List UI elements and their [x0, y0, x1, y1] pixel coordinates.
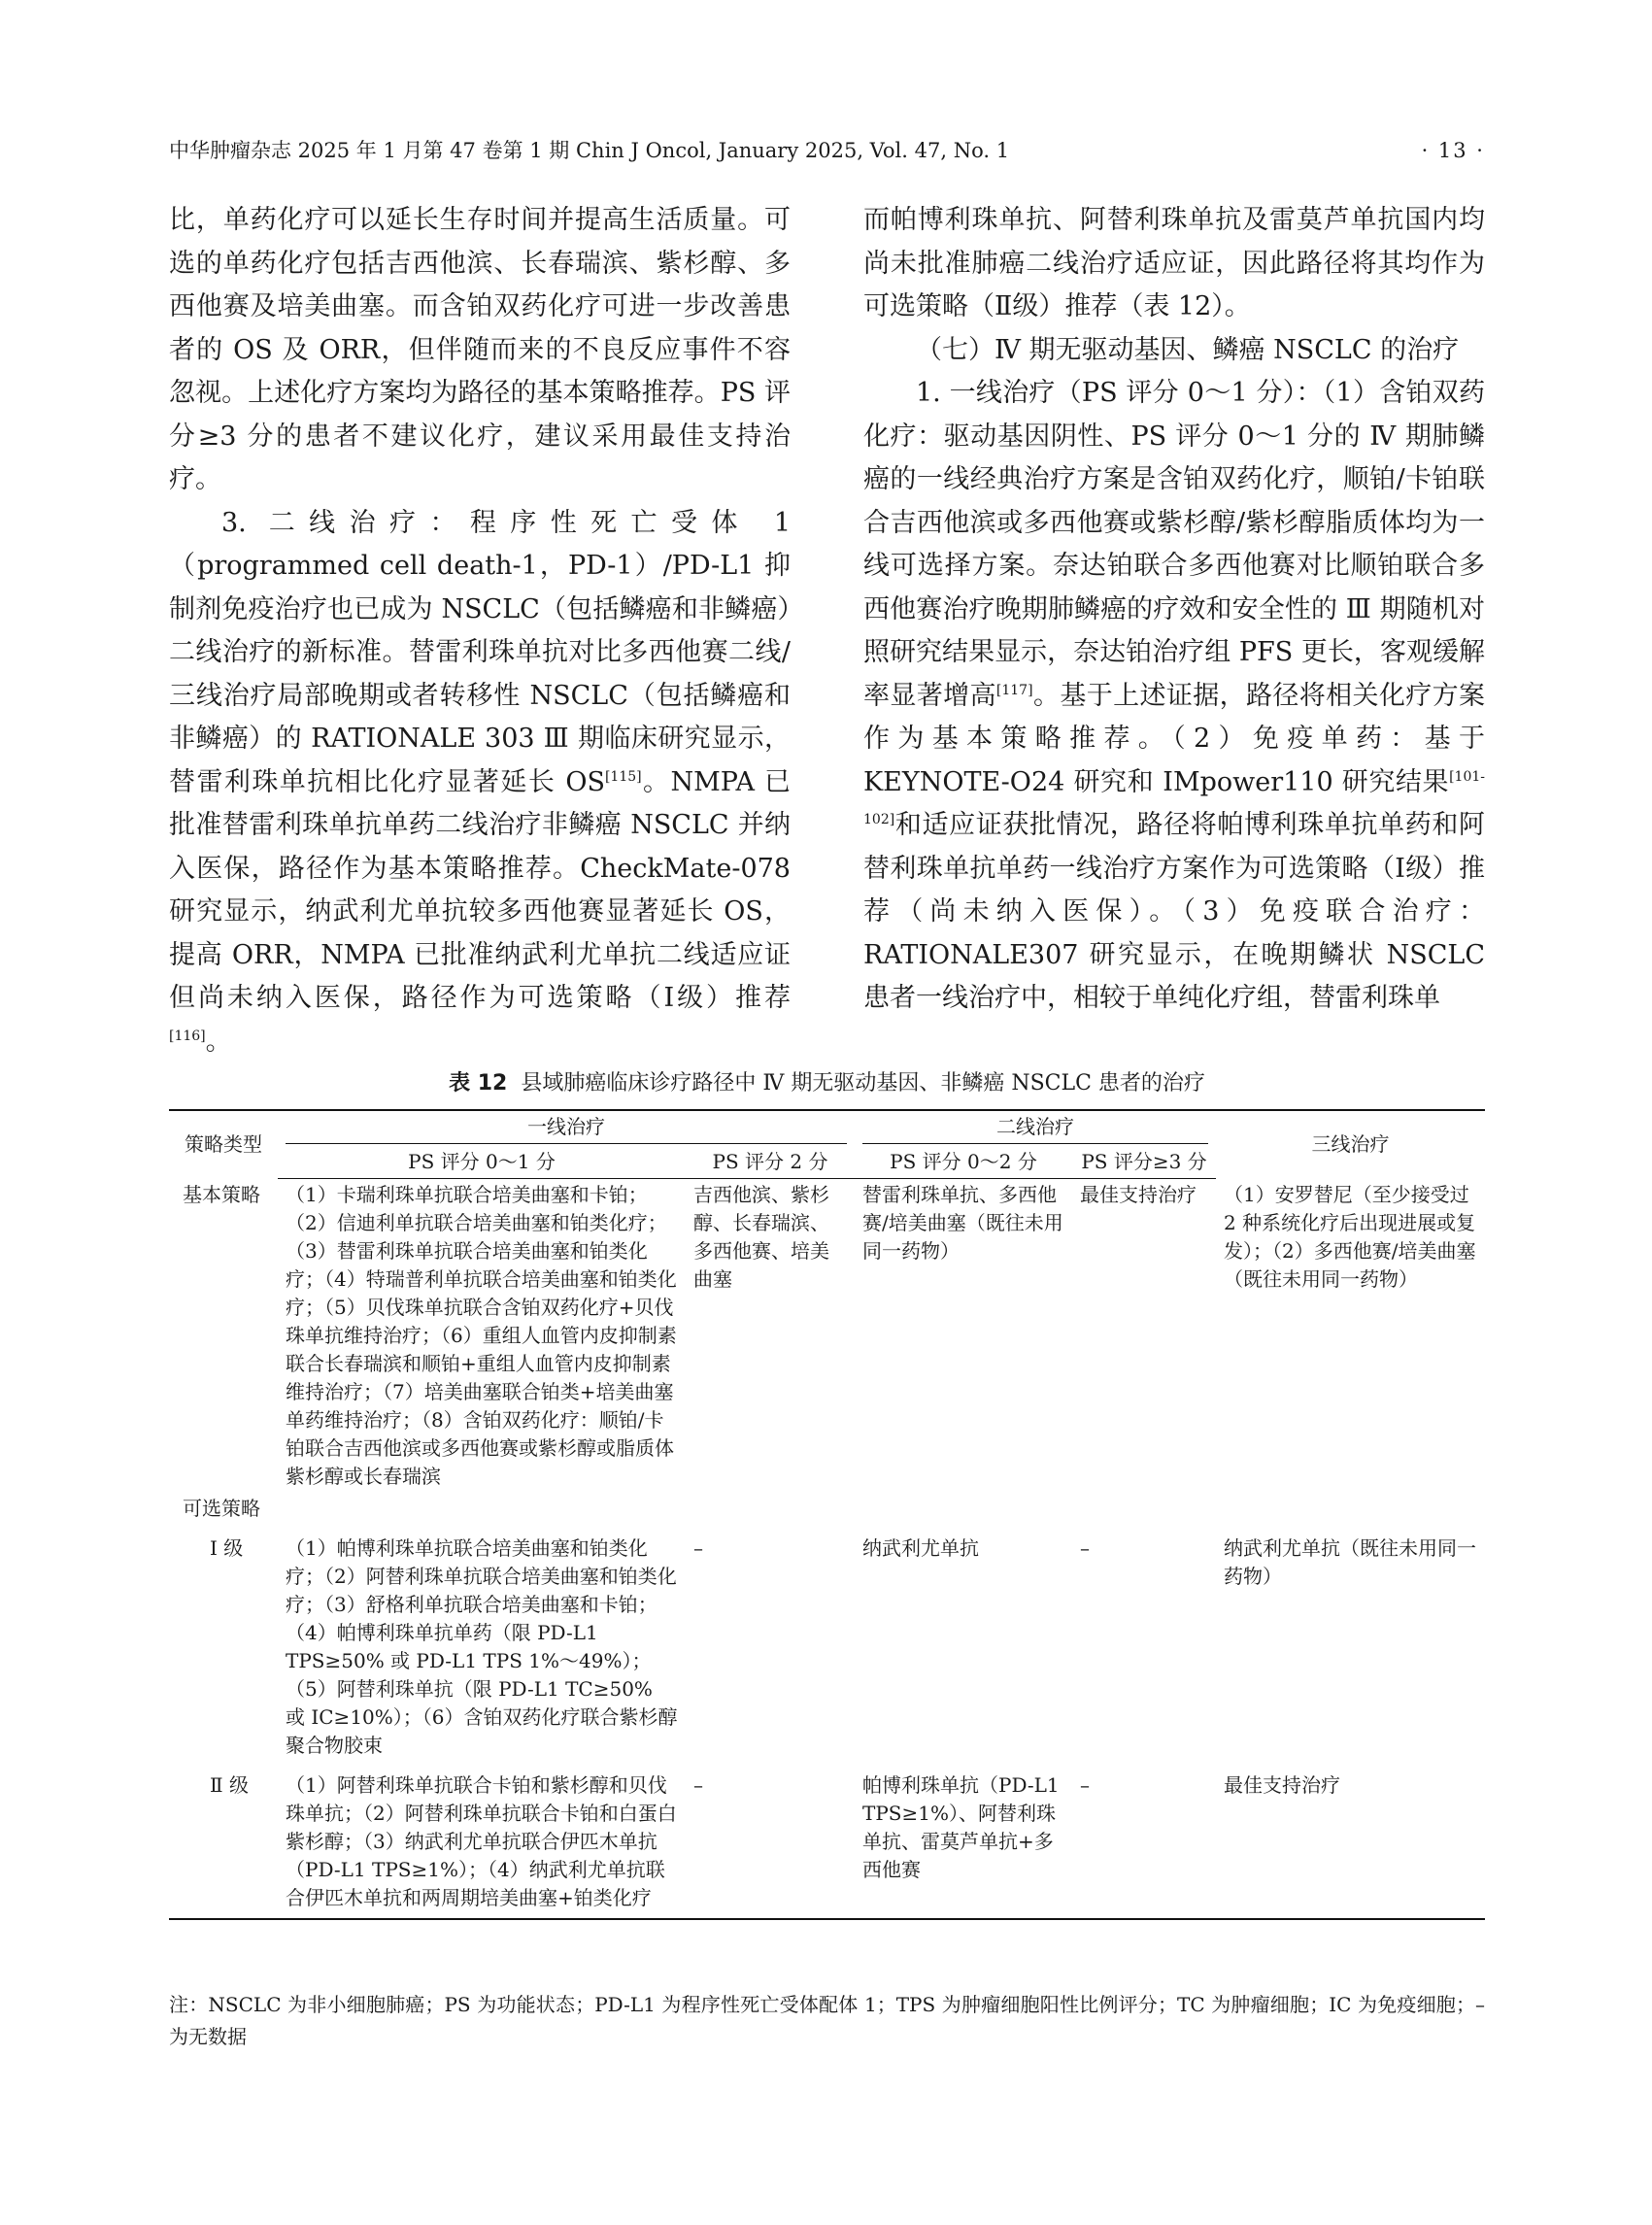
table-row-optional-label — [169, 1493, 1485, 1525]
citation-ref: [117] — [995, 682, 1033, 698]
table-row — [169, 1762, 1485, 1919]
header-second-line — [855, 1110, 1216, 1146]
header-ps-0-2: PS 评分 0～2 分 — [855, 1146, 1072, 1179]
header-strategy: 策略类型 — [169, 1110, 278, 1179]
table-title: 县域肺癌临床诊疗路径中 Ⅳ 期无驱动基因、非鳞癌 NSCLC 患者的治疗 — [521, 1071, 1205, 1096]
cell: 替雷利珠单抗、多西他赛/培美曲塞（既往未用同一药物） — [862, 1183, 1063, 1263]
paragraph-second-line-therapy — [169, 502, 791, 1064]
journal-citation — [169, 131, 1009, 170]
table-footnote: 注：NSCLC 为非小细胞肺癌；PS 为功能状态；PD-L1 为程序性死亡受体配体 1；TPS 为肿瘤细胞阳性比例评分；TC 为肿瘤细胞；IC 为免疫细胞；–为无数据 — [169, 1993, 1485, 2048]
text-run: 。 — [205, 1026, 232, 1057]
cell: – — [1072, 1762, 1216, 1919]
cell: （1）阿替利珠单抗联合卡铂和紫杉醇和贝伐珠单抗；（2）阿替利珠单抗联合卡铂和白蛋白紫杉醇；（3）纳武利尤单抗联合伊匹木单抗（PD-L1 TPS≥1%）；（4）纳武利尤单抗联合伊匹木单抗和两周期培美曲塞+铂类化疗 — [278, 1762, 686, 1919]
paragraph-first-line-therapy — [863, 372, 1485, 1021]
citation-ref: [115] — [604, 768, 642, 785]
header-ps-0-1: PS 评分 0～1 分 — [278, 1146, 686, 1179]
text-run: 3. 二线治疗：程序性死亡受体 1（programmed cell death-1，PD-1）/PD-L1 抑制剂免疫治疗也已成为 NSCLC（包括鳞癌和非鳞癌）二线治疗的新标准。替雷利珠单抗对比多西他赛二线/三线治疗局部晚期或者转移性 NSCLC（包括鳞癌和非鳞癌）的 RATIONALE 303 Ⅲ 期临床研究显示，替雷利珠单抗相比化疗显著延长 OS — [169, 507, 791, 797]
cell: 最佳支持治疗 — [1080, 1183, 1197, 1206]
table-header-row — [169, 1110, 1485, 1146]
row-label-optional: 可选策略 — [183, 1497, 260, 1520]
row-label-basic: 基本策略 — [183, 1182, 260, 1206]
right-column — [863, 199, 1485, 1021]
text-run: 和适应证获批情况，路径将帕博利珠单抗单药和阿替利珠单抗单药一线治疗方案作为可选策略（Ⅰ级）推荐（尚未纳入医保）。（3）免疫联合治疗：RATIONALE307 研究显示，在晚期鳞状 NSCLC 患者一线治疗中，相较于单纯化疗组，替雷利珠单 — [863, 810, 1485, 1013]
journal-name-en: Chin J Oncol, January 2025, Vol. 47, No. 1 — [575, 139, 1010, 162]
paragraph: 比，单药化疗可以延长生存时间并提高生活质量。可选的单药化疗包括吉西他滨、长春瑞滨、紫杉醇、多西他赛及培美曲塞。而含铂双药化疗可进一步改善患者的 OS 及 ORR，但伴随而来的不良反应事件不容忽视。上述化疗方案均为路径的基本策略推荐。PS 评分≥3 分的患者不建议化疗，建议采用最佳支持治疗。 — [169, 205, 791, 494]
journal-name: 中华肿瘤杂志 2025 年 1 月第 47 卷第 1 期 — [169, 139, 570, 162]
running-header — [169, 131, 1485, 170]
header-ps-2: PS 评分 2 分 — [686, 1146, 855, 1179]
header-first-line-label: 一线治疗 — [286, 1113, 847, 1144]
row-label-level-2: Ⅱ 级 — [169, 1762, 278, 1919]
cell: 最佳支持治疗 — [1216, 1762, 1485, 1919]
page-number: · 13 · — [1421, 139, 1485, 162]
text-run: 。基于上述证据，路径将相关化疗方案作为基本策略推荐。（2）免疫单药：基于 KEYNOTE-O24 研究和 IMpower110 研究结果 — [863, 680, 1486, 797]
text-run: 1. 一线治疗（PS 评分 0～1 分）：（1）含铂双药化疗：驱动基因阴性、PS 评分 0～1 分的 Ⅳ 期肺鳞癌的一线经典治疗方案是含铂双药化疗，顺铂/卡铂联合吉西他滨或多西他赛或紫杉醇/紫杉醇脂质体均为一线可选择方案。奈达铂联合多西他赛对比顺铂联合多西他赛治疗晚期肺鳞癌的疗效和安全性的 Ⅲ 期随机对照研究结果显示，奈达铂治疗组 PFS 更长，客观缓解率显著增高 — [863, 378, 1485, 711]
row-label-level-1: Ⅰ 级 — [210, 1536, 244, 1560]
header-second-line-label: 二线治疗 — [862, 1113, 1208, 1144]
cell: （1）卡瑞利珠单抗联合培美曲塞和卡铂；（2）信迪利单抗联合培美曲塞和铂类化疗；（3）替雷利珠单抗联合培美曲塞和铂类化疗；（4）特瑞普利单抗联合培美曲塞和铂类化疗；（5）贝伐珠单抗联合含铂双药化疗+贝伐珠单抗维持治疗；（6）重组人血管内皮抑制素联合长春瑞滨和顺铂+重组人血管内皮抑制素维持治疗；（7）培美曲塞联合铂类+培美曲塞单药维持治疗；（8）含铂双药化疗：顺铂/卡铂联合吉西他滨或多西他赛或紫杉醇或脂质体紫杉醇或长春瑞滨 — [286, 1183, 677, 1488]
header-first-line — [278, 1110, 855, 1146]
treatment-table — [169, 1109, 1485, 1920]
section-heading: （七）Ⅳ 期无驱动基因、鳞癌 NSCLC 的治疗 — [916, 334, 1460, 365]
cell: – — [693, 1536, 703, 1560]
cell: – — [1080, 1536, 1090, 1560]
table-caption — [169, 1068, 1485, 1099]
table-row — [169, 1525, 1485, 1762]
cell: – — [686, 1762, 855, 1919]
header-third-line: 三线治疗 — [1216, 1110, 1485, 1179]
left-column — [169, 199, 791, 1063]
cell: （1）安罗替尼（至少接受过 2 种系统化疗后出现进展或复发）；（2）多西他赛/培美曲塞（既往未用同一药物） — [1224, 1182, 1476, 1291]
citation-ref: [116] — [169, 1028, 206, 1044]
table-label: 表 12 — [449, 1071, 508, 1096]
cell: 帕博利珠单抗（PD-L1 TPS≥1%）、阿替利珠单抗、雷莫芦单抗+多西他赛 — [855, 1762, 1072, 1919]
table-row — [169, 1179, 1485, 1494]
text-run: 。NMPA 已批准替雷利珠单抗单药二线治疗非鳞癌 NSCLC 并纳入医保，路径作为基本策略推荐。CheckMate-078 研究显示，纳武利尤单抗较多西他赛显著延长 OS，提高 ORR，NMPA 已批准纳武利尤单抗二线适应证但尚未纳入医保，路径作为可选策略（Ⅰ级）推荐 — [169, 766, 791, 1013]
citation-ref: [101-102] — [863, 768, 1485, 827]
cell: 吉西他滨、紫杉醇、长春瑞滨、多西他赛、培美曲塞 — [693, 1183, 829, 1291]
cell: 纳武利尤单抗（既往未用同一药物） — [1224, 1536, 1476, 1588]
paragraph: 而帕博利珠单抗、阿替利珠单抗及雷莫芦单抗国内均尚未批准肺癌二线治疗适应证，因此路径将其均作为可选策略（Ⅱ级）推荐（表 12）。 — [863, 205, 1485, 321]
cell: （1）帕博利珠单抗联合培美曲塞和铂类化疗；（2）阿替利珠单抗联合培美曲塞和铂类化疗；（3）舒格利单抗联合培美曲塞和卡铂；（4）帕博利珠单抗单药（限 PD-L1 TPS≥50% 或 PD-L1 TPS 1%～49%）；（5）阿替利珠单抗（限 PD-L1 TC≥50% 或 IC≥10%）；（6）含铂双药化疗联合紫杉醇聚合物胶束 — [286, 1536, 678, 1757]
cell: 纳武利尤单抗 — [862, 1536, 979, 1560]
header-ps-3: PS 评分≥3 分 — [1072, 1146, 1216, 1179]
